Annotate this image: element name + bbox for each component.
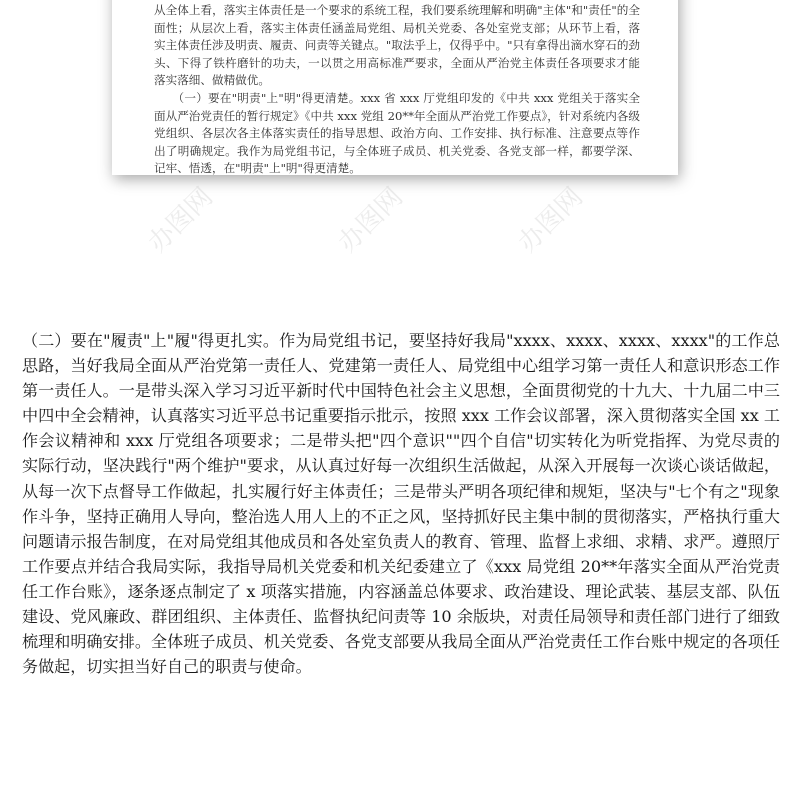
- watermark-text: 办图网: [332, 182, 409, 259]
- watermark-text: 办图网: [512, 182, 589, 259]
- preview-paragraph-intro: 从全体上看，落实主体责任是一个要求的系统工程，我们要系统理解和明确"主体"和"责任"的全面性；从层次上看，落实主体责任涵盖局党组、局机关党委、各处室党支部；从环节上看，落实主体责任涉及明责、履责、问责等关键点。"取法乎上，仅得乎中。"只有拿得出滴水穿石的劲头、下得了铁杵磨针的功夫，一以贯之用高标准严要求，全面从严治党主体责任各项要求才能落实落细、做精做优。: [154, 3, 641, 88]
- main-paragraph: （二）要在"履责"上"履"得更扎实。作为局党组书记，要坚持好我局"xxxx、xxxx、xxxx、xxxx"的工作总思路，当好我局全面从严治党第一责任人、党建第一责任人、局党组中心组学习第一责任人和意识形态工作第一责任人。一是带头深入学习习近平新时代中国特色社会主义思想，全面贯彻党的十九大、十九届二中三中四中全会精神，认真落实习近平总书记重要指示批示，按照 xxx 工作会议部署，深入贯彻落实全国 xx 工作会议精神和 xxx 厅党组各项要求；二是带头把"四个意识""四个自信"切实转化为听党指挥、为党尽责的实际行动，坚决践行"两个维护"要求，从认真过好每一次组织生活做起，从深入开展每一次谈心谈话做起，从每一次下点督导工作做起，扎实履行好主体责任；三是带头严明各项纪律和规矩，坚决与"七个有之"现象作斗争，坚持正确用人导向，整治选人用人上的不正之风，坚持抓好民主集中制的贯彻落实，严格执行重大问题请示报告制度，在对局党组其他成员和各处室负责人的教育、管理、监督上求细、求精、求严。遵照厅工作要点并结合我局实际，我指导局机关党委和机关纪委建立了《xxx 局党组 20**年落实全面从严治党责任工作台账》，逐条逐点制定了 x 项落实措施，内容涵盖总体要求、政治建设、理论武装、基层支部、队伍建设、党风廉政、群团组织、主体责任、监督执纪问责等 10 余版块，对责任局领导和责任部门进行了细致梳理和明确安排。全体班子成员、机关党委、各党支部要从我局全面从严治党责任工作台账中规定的各项任务做起，切实担当好自己的职责与使命。: [22, 331, 780, 677]
- preview-paragraph-one: （一）要在"明责"上"明"得更清楚。xxx 省 xxx 厅党组印发的《中共 xxx 党组关于落实全面从严治党责任的暂行规定》《中共 xxx 党组 20**年全面从严治党工作要点》，针对系统内各级党组织、各层次各主体落实责任的指导思想、政治方向、工作安排、执行标准、注意要点等作出了明确规定。我作为局党组书记，与全体班子成员、机关党委、各党支部一样，都要学深、记牢、悟透，在"明责"上"明"得更清楚。: [154, 90, 640, 176]
- document-preview-card: [112, 0, 678, 175]
- preview-text-block: [154, 2, 640, 178]
- watermark-text: 办图网: [142, 182, 219, 259]
- main-text-block: [22, 328, 780, 679]
